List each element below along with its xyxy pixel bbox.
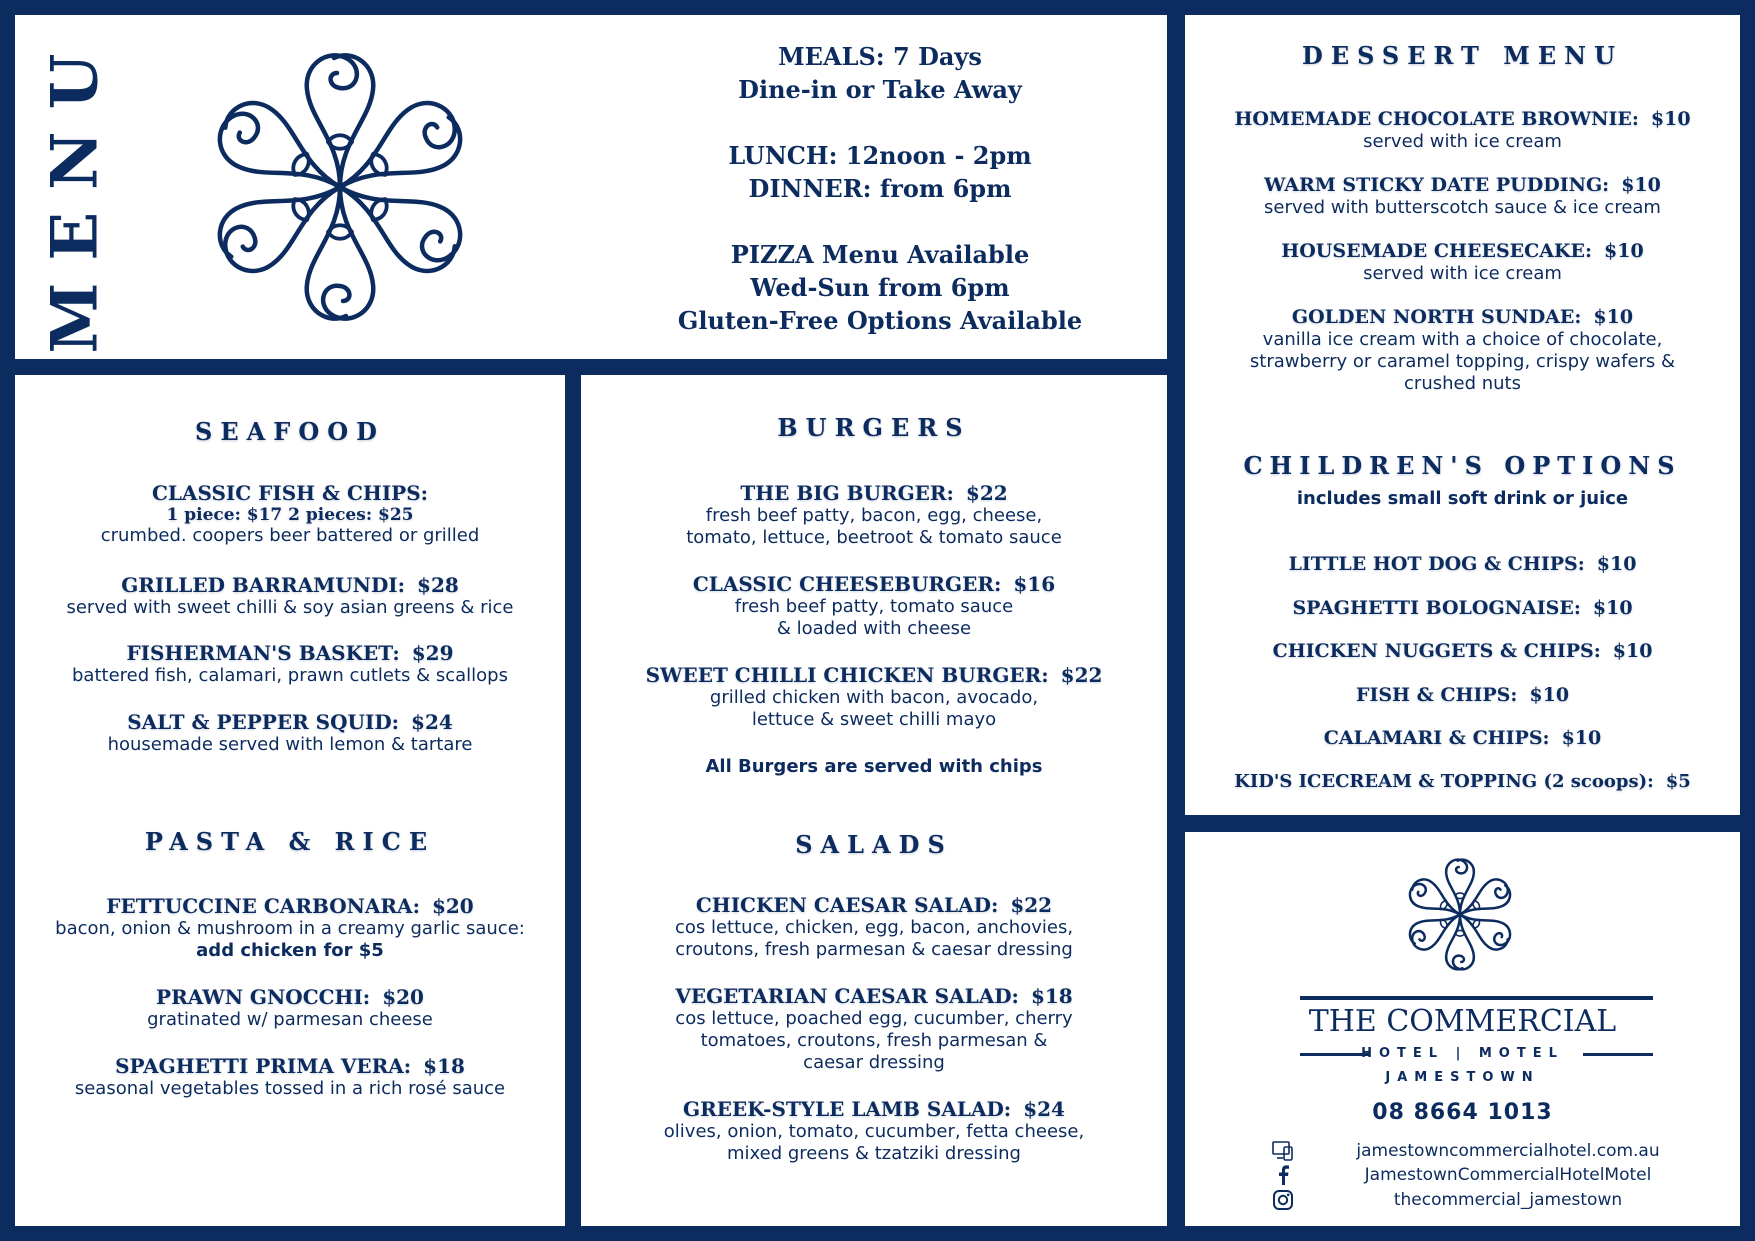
item-desc: cos lettuce, poached egg, cucumber, cherry bbox=[675, 1008, 1073, 1029]
menu-item bbox=[581, 481, 1167, 549]
emblem-icon bbox=[1395, 852, 1525, 977]
brand-top-rule bbox=[1300, 996, 1653, 1000]
dessert-title: DESSERT MENU bbox=[1302, 41, 1623, 70]
menu-item bbox=[581, 1097, 1167, 1165]
hours-info bbox=[610, 40, 1150, 337]
item-name: GREEK-STYLE LAMB SALAD: bbox=[683, 1097, 1012, 1121]
item-desc: fresh beef patty, bacon, egg, cheese, bbox=[705, 505, 1043, 526]
item-desc: & loaded with cheese bbox=[776, 618, 972, 639]
item-name: CHICKEN NUGGETS & CHIPS: bbox=[1272, 640, 1601, 662]
menu-item bbox=[1185, 305, 1740, 395]
info-line: Wed-Sun from 6pm bbox=[750, 273, 1010, 302]
item-name: SPAGHETTI BOLOGNAISE: bbox=[1292, 597, 1581, 619]
facebook-icon bbox=[1270, 1162, 1296, 1188]
item-desc: crushed nuts bbox=[1404, 373, 1521, 394]
salads-title: SALADS bbox=[795, 830, 953, 859]
item-name: HOUSEMADE CHEESECAKE: bbox=[1281, 240, 1593, 262]
item-desc: gratinated w/ parmesan cheese bbox=[147, 1009, 433, 1030]
phone-number[interactable]: 08 8664 1013 bbox=[1372, 1100, 1553, 1125]
item-desc: croutons, fresh parmesan & caesar dressing bbox=[675, 939, 1073, 960]
item-desc: served with butterscotch sauce & ice cream bbox=[1264, 197, 1661, 218]
menu-title-text: MENU bbox=[37, 31, 113, 354]
item-desc: caesar dressing bbox=[803, 1052, 945, 1073]
children-title: CHILDREN'S OPTIONS bbox=[1243, 451, 1682, 480]
item-name: CALAMARI & CHIPS: bbox=[1323, 727, 1550, 749]
item-subprice: 1 piece: $17 2 pieces: $25 bbox=[166, 505, 414, 525]
item-name: KID'S ICECREAM & TOPPING (2 scoops): bbox=[1234, 771, 1654, 792]
menu-item bbox=[581, 893, 1167, 961]
item-desc: lettuce & sweet chilli mayo bbox=[751, 709, 997, 730]
brand-subtitle: HOTEL | MOTEL bbox=[1361, 1046, 1564, 1061]
item-desc: served with sweet chilli & soy asian greens & rice bbox=[66, 597, 514, 618]
item-name: LITTLE HOT DOG & CHIPS: bbox=[1288, 553, 1585, 575]
item-name: SWEET CHILLI CHICKEN BURGER: bbox=[645, 663, 1049, 687]
item-name: SPAGHETTI PRIMA VERA: bbox=[115, 1054, 412, 1078]
item-desc: mixed greens & tzatziki dressing bbox=[727, 1143, 1021, 1164]
item-desc: served with ice cream bbox=[1363, 131, 1562, 152]
item-desc: fresh beef patty, tomato sauce bbox=[734, 596, 1014, 617]
emblem-small-svg bbox=[1395, 852, 1525, 977]
instagram-row[interactable] bbox=[1270, 1187, 1720, 1213]
seafood-pasta-panel bbox=[15, 375, 565, 1226]
info-line: Dine-in or Take Away bbox=[738, 75, 1022, 104]
menu-item bbox=[15, 641, 565, 687]
info-line: PIZZA Menu Available bbox=[730, 240, 1030, 269]
item-price: $16 bbox=[1013, 572, 1056, 596]
item-name: FISH & CHIPS: bbox=[1355, 684, 1518, 706]
item-price: $22 bbox=[1010, 893, 1053, 917]
emblem-icon bbox=[175, 37, 505, 337]
item-desc: seasonal vegetables tossed in a rich rosé sauce bbox=[74, 1078, 506, 1099]
item-price: $24 bbox=[1023, 1097, 1065, 1121]
menu-item bbox=[1185, 173, 1740, 219]
item-price: $10 bbox=[1650, 108, 1691, 130]
item-desc: strawberry or caramel topping, crispy wafers & bbox=[1249, 351, 1676, 372]
brand-name: THE COMMERCIAL bbox=[1308, 1004, 1617, 1039]
brand-town: JAMESTOWN bbox=[1385, 1070, 1540, 1085]
instagram-link[interactable]: thecommercial_jamestown bbox=[1393, 1190, 1623, 1210]
instagram-icon bbox=[1270, 1187, 1296, 1213]
info-line: Gluten-Free Options Available bbox=[677, 306, 1083, 335]
menu-item bbox=[15, 481, 565, 547]
item-price: $10 bbox=[1612, 640, 1653, 662]
item-price: $22 bbox=[965, 481, 1008, 505]
menu-item bbox=[15, 573, 565, 619]
header-panel bbox=[15, 15, 1167, 359]
item-name: GOLDEN NORTH SUNDAE: bbox=[1291, 306, 1582, 328]
item-price: $22 bbox=[1060, 663, 1103, 687]
item-name: FETTUCCINE CARBONARA: bbox=[106, 894, 420, 918]
menu-item bbox=[15, 985, 565, 1031]
emblem-svg bbox=[175, 37, 505, 337]
seafood-title: SEAFOOD bbox=[195, 417, 385, 446]
children-subtitle: includes small soft drink or juice bbox=[1296, 488, 1629, 509]
item-price: $10 bbox=[1621, 174, 1661, 196]
item-name: HOMEMADE CHOCOLATE BROWNIE: bbox=[1234, 108, 1639, 130]
website-row[interactable] bbox=[1270, 1138, 1720, 1164]
item-desc: olives, onion, tomato, cucumber, fetta cheese, bbox=[663, 1121, 1085, 1142]
facebook-row[interactable] bbox=[1270, 1162, 1720, 1188]
item-name: CLASSIC FISH & CHIPS: bbox=[151, 481, 429, 505]
item-desc: battered fish, calamari, prawn cutlets & scallops bbox=[72, 665, 508, 686]
item-price: $28 bbox=[417, 573, 459, 597]
item-name: VEGETARIAN CAESAR SALAD: bbox=[675, 984, 1019, 1008]
item-name: PRAWN GNOCCHI: bbox=[156, 985, 371, 1009]
menu-item bbox=[581, 663, 1167, 731]
item-price: $10 bbox=[1604, 240, 1644, 262]
burgers-title: BURGERS bbox=[777, 413, 971, 442]
item-desc: cos lettuce, chicken, egg, bacon, anchovies, bbox=[674, 917, 1074, 938]
burgers-salads-panel bbox=[581, 375, 1167, 1226]
item-desc: crumbed. coopers beer battered or grilled bbox=[100, 525, 480, 546]
item-desc: tomato, lettuce, beetroot & tomato sauce bbox=[686, 527, 1062, 548]
burgers-note: All Burgers are served with chips bbox=[705, 756, 1043, 777]
menu-item bbox=[15, 1054, 565, 1100]
menu-item bbox=[581, 984, 1167, 1074]
menu-item bbox=[1185, 770, 1740, 794]
item-price: $10 bbox=[1561, 727, 1602, 749]
item-name: FISHERMAN'S BASKET: bbox=[126, 641, 400, 665]
item-name: WARM STICKY DATE PUDDING: bbox=[1264, 174, 1610, 196]
menu-item bbox=[1185, 726, 1740, 750]
info-line: MEALS: 7 Days bbox=[778, 42, 982, 71]
item-price: $10 bbox=[1529, 684, 1570, 706]
menu-item bbox=[1185, 107, 1740, 153]
menu-item bbox=[15, 894, 565, 962]
item-name: GRILLED BARRAMUNDI: bbox=[121, 573, 406, 597]
item-price: $10 bbox=[1592, 597, 1633, 619]
item-desc: vanilla ice cream with a choice of chocolate, bbox=[1262, 329, 1663, 350]
item-price: $10 bbox=[1593, 306, 1634, 328]
item-name: CHICKEN CAESAR SALAD: bbox=[695, 893, 999, 917]
info-line: DINNER: from 6pm bbox=[748, 174, 1012, 203]
item-price: $18 bbox=[423, 1054, 465, 1078]
item-desc: grilled chicken with bacon, avocado, bbox=[709, 687, 1039, 708]
item-price: $10 bbox=[1596, 553, 1637, 575]
menu-item bbox=[1185, 683, 1740, 707]
item-price: $20 bbox=[431, 894, 474, 918]
item-desc: housemade served with lemon & tartare bbox=[107, 734, 473, 755]
menu-item bbox=[1185, 552, 1740, 576]
menu-item bbox=[1185, 596, 1740, 620]
vertical-menu-title bbox=[35, 30, 115, 355]
item-name: SALT & PEPPER SQUID: bbox=[127, 710, 400, 734]
menu-item bbox=[1185, 239, 1740, 285]
item-desc: bacon, onion & mushroom in a creamy garlic sauce: bbox=[55, 918, 525, 939]
menu-item bbox=[1185, 639, 1740, 663]
item-name: CLASSIC CHEESEBURGER: bbox=[692, 572, 1002, 596]
menu-item bbox=[15, 710, 565, 756]
facebook-link[interactable]: JamestownCommercialHotelMotel bbox=[1364, 1165, 1652, 1185]
info-line: LUNCH: 12noon - 2pm bbox=[728, 141, 1032, 170]
pasta-title: PASTA & RICE bbox=[144, 827, 436, 856]
item-price: $24 bbox=[411, 710, 453, 734]
devices-icon bbox=[1270, 1138, 1296, 1164]
website-link[interactable]: jamestowncommercialhotel.com.au bbox=[1356, 1141, 1660, 1161]
brand-panel bbox=[1185, 832, 1740, 1226]
item-name: THE BIG BURGER: bbox=[740, 481, 954, 505]
item-desc: tomatoes, croutons, fresh parmesan & bbox=[700, 1030, 1048, 1051]
item-price: $5 bbox=[1665, 771, 1691, 792]
item-addon: add chicken for $5 bbox=[196, 940, 384, 961]
item-price: $18 bbox=[1030, 984, 1073, 1008]
menu-item bbox=[581, 572, 1167, 640]
dessert-children-panel bbox=[1185, 15, 1740, 815]
item-desc: served with ice cream bbox=[1363, 263, 1562, 284]
item-price: $29 bbox=[411, 641, 454, 665]
item-price: $20 bbox=[382, 985, 424, 1009]
